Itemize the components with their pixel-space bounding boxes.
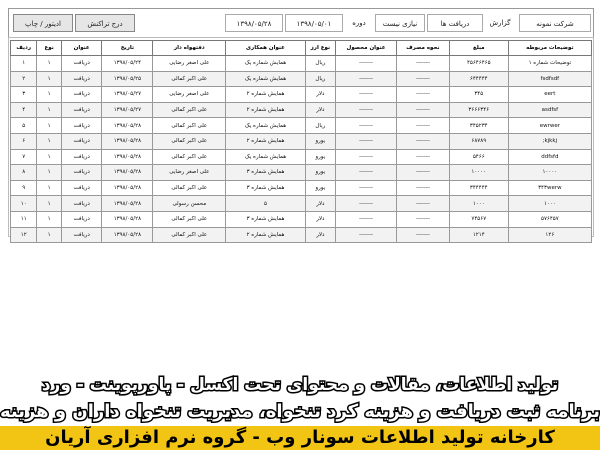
- table-cell: همایش شماره ۲: [226, 87, 305, 103]
- table-cell: یورو: [305, 149, 335, 165]
- column-header: نوع: [37, 41, 61, 56]
- table-cell: یورو: [305, 133, 335, 149]
- table-cell: دریافت: [61, 180, 102, 196]
- table-cell: ریال: [305, 71, 335, 87]
- table-cell: -------: [336, 102, 397, 118]
- table-cell: fsdfsdf: [508, 71, 591, 87]
- transactions-table: [10, 40, 592, 243]
- column-header: تاریخ: [102, 41, 153, 56]
- table-cell: -------: [397, 71, 450, 87]
- table-cell: -------: [397, 133, 450, 149]
- company-field[interactable]: شرکت نمونه: [519, 14, 591, 32]
- table-cell: دریافت: [61, 211, 102, 227]
- table-cell: ۱: [37, 227, 61, 243]
- table-cell: ۱۰۰۰۰: [508, 165, 591, 181]
- table-cell: ۱۳۹۸/۰۵/۲۵: [102, 71, 153, 87]
- table-cell: -------: [336, 165, 397, 181]
- table-cell: ۱۲۶: [508, 227, 591, 243]
- table-cell: علی اکبر کمالی: [153, 227, 226, 243]
- table-cell: ۳۴۵۲۳۴: [449, 118, 508, 134]
- table-cell: ۱۳۹۸/۰۵/۲۷: [102, 87, 153, 103]
- table-cell: ۳۴۴۴۴۴: [449, 180, 508, 196]
- table-cell: ۱۳۹۸/۰۵/۲۷: [102, 102, 153, 118]
- date-to-field[interactable]: ۱۳۹۸/۰۵/۲۸: [225, 14, 283, 32]
- table-cell: ۱: [37, 211, 61, 227]
- table-cell: -------: [336, 71, 397, 87]
- status-field[interactable]: نیازی نیست: [375, 14, 425, 32]
- table-cell: دریافت: [61, 102, 102, 118]
- table-cell: ۱۰۰۰: [508, 196, 591, 212]
- table-cell: علی اصغر رضایی: [153, 56, 226, 72]
- table-cell: ۱: [37, 102, 61, 118]
- table-row[interactable]: [11, 56, 592, 72]
- table-cell: kjkkj;: [508, 133, 591, 149]
- table-cell: ۴: [11, 102, 37, 118]
- table-row[interactable]: [11, 102, 592, 118]
- table-cell: همایش شماره یک: [226, 118, 305, 134]
- table-cell: ۱: [37, 133, 61, 149]
- table-cell: علی اصغر رضایی: [153, 165, 226, 181]
- table-cell: ۱: [37, 196, 61, 212]
- banner-line-2: برنامه ثبت دریافت و هزینه کرد تنخواه، مدیریت تنخواه داران و هزینه: [0, 401, 600, 422]
- table-cell: -------: [397, 165, 450, 181]
- table-cell: -------: [397, 196, 450, 212]
- table-cell: علی اکبر کمالی: [153, 71, 226, 87]
- table-cell: علی اکبر کمالی: [153, 180, 226, 196]
- table-cell: ۱۳۹۸/۰۵/۲۸: [102, 165, 153, 181]
- table-cell: ۱۳۹۸/۰۵/۲۸: [102, 118, 153, 134]
- table-cell: ۱: [37, 87, 61, 103]
- table-cell: ۱۳۹۸/۰۵/۲۸: [102, 196, 153, 212]
- table-cell: دلار: [305, 211, 335, 227]
- table-cell: -------: [336, 180, 397, 196]
- table-cell: دریافت: [61, 56, 102, 72]
- table-row[interactable]: [11, 211, 592, 227]
- table-cell: -------: [397, 149, 450, 165]
- table-cell: -------: [397, 180, 450, 196]
- table-cell: ۱۲۱۴: [449, 227, 508, 243]
- table-cell: ۱۲: [11, 227, 37, 243]
- table-cell: ۹: [11, 180, 37, 196]
- table-row[interactable]: [11, 165, 592, 181]
- table-cell: ۱۳۹۸/۰۵/۲۸: [102, 180, 153, 196]
- column-header: نحوه مصرف: [397, 41, 450, 56]
- table-cell: همایش شماره ۳: [226, 211, 305, 227]
- table-cell: -------: [336, 118, 397, 134]
- table-cell: ۴۵۶۴۶۴۶۵: [449, 56, 508, 72]
- table-cell: یورو: [305, 165, 335, 181]
- table-cell: دریافت: [61, 133, 102, 149]
- table-cell: ۷۴۵۶۷: [449, 211, 508, 227]
- table-cell: همایش شماره ۲: [226, 133, 305, 149]
- table-cell: ۱: [37, 165, 61, 181]
- table-cell: همایش شماره ۳: [226, 165, 305, 181]
- table-cell: ۱۳۹۸/۰۵/۲۸: [102, 133, 153, 149]
- table-cell: -------: [336, 149, 397, 165]
- column-header: عنوان: [61, 41, 102, 56]
- table-cell: -------: [397, 102, 450, 118]
- banner-line-3: کارخانه تولید اطلاعات سونار وب - گروه نرم افزاری آریان: [0, 426, 600, 450]
- table-cell: ۱۱: [11, 211, 37, 227]
- table-row[interactable]: [11, 87, 592, 103]
- table-cell: -------: [397, 118, 450, 134]
- column-header: مبلغ: [449, 41, 508, 56]
- table-body: [11, 56, 592, 243]
- table-cell: ۸: [11, 165, 37, 181]
- category-field[interactable]: دریافت ها: [427, 14, 483, 32]
- table-cell: -------: [397, 211, 450, 227]
- table-cell: دلار: [305, 102, 335, 118]
- table-cell: توضیحات شماره ۱: [508, 56, 591, 72]
- table-cell: ewrwer: [508, 118, 591, 134]
- table-cell: ۱: [37, 71, 61, 87]
- table-cell: همایش شماره یک: [226, 56, 305, 72]
- column-header: عنوان محصول: [336, 41, 397, 56]
- table-cell: -------: [336, 227, 397, 243]
- table-cell: ۱۰: [11, 196, 37, 212]
- column-header: دفتهواه دار: [153, 41, 226, 56]
- table-cell: -------: [397, 227, 450, 243]
- table-cell: علی اکبر کمالی: [153, 118, 226, 134]
- table-cell: ۱: [11, 56, 37, 72]
- table-cell: ۲: [11, 71, 37, 87]
- report-label: گزارش: [489, 19, 511, 27]
- report-header: [8, 8, 594, 38]
- column-header: نوع ارز: [305, 41, 335, 56]
- table-row[interactable]: [11, 227, 592, 243]
- table-cell: ۱: [37, 118, 61, 134]
- table-cell: دلار: [305, 87, 335, 103]
- table-cell: دریافت: [61, 71, 102, 87]
- tab-editor-print[interactable]: ادیتور / چاپ: [13, 14, 73, 32]
- table-cell: ۳۴۳werw: [508, 180, 591, 196]
- table-cell: ۱۳۹۸/۰۵/۲۸: [102, 227, 153, 243]
- tab-insert-transaction[interactable]: درج تراکنش: [75, 14, 135, 32]
- table-cell: eert: [508, 87, 591, 103]
- table-cell: ۵: [11, 118, 37, 134]
- table-cell: ۱۰۰۰۰: [449, 165, 508, 181]
- table-cell: ۱۳۹۸/۰۵/۲۸: [102, 149, 153, 165]
- table-cell: محسن رسولی: [153, 196, 226, 212]
- table-cell: همایش شماره ۳: [226, 180, 305, 196]
- table-cell: دلار: [305, 227, 335, 243]
- table-cell: ۱۳۹۸/۰۵/۲۸: [102, 211, 153, 227]
- table-cell: ۳۶۶۶۳۴۶: [449, 102, 508, 118]
- column-header: توضیحات مربوطه: [508, 41, 591, 56]
- table-cell: همایش شماره ۲: [226, 102, 305, 118]
- table-cell: دریافت: [61, 196, 102, 212]
- table-cell: ddfsfd: [508, 149, 591, 165]
- table-cell: همایش شماره یک: [226, 149, 305, 165]
- table-cell: ۶۴۴۴۴۴: [449, 71, 508, 87]
- table-cell: asdfsf: [508, 102, 591, 118]
- table-cell: -------: [336, 196, 397, 212]
- table-cell: ۱۰۰۰: [449, 196, 508, 212]
- table-cell: علی اکبر کمالی: [153, 102, 226, 118]
- table-cell: علی اصغر رضایی: [153, 87, 226, 103]
- table-cell: ۳۴۵: [449, 87, 508, 103]
- table-cell: همایش شماره یک: [226, 71, 305, 87]
- table-cell: دریافت: [61, 149, 102, 165]
- table-cell: یورو: [305, 180, 335, 196]
- table-cell: ۵: [226, 196, 305, 212]
- table-cell: ۱: [37, 56, 61, 72]
- table-cell: -------: [336, 211, 397, 227]
- table-cell: ۶: [11, 133, 37, 149]
- table-cell: دریافت: [61, 227, 102, 243]
- table-row[interactable]: [11, 149, 592, 165]
- table-header-row: [11, 41, 592, 56]
- table-cell: دلار: [305, 196, 335, 212]
- table-cell: ۱: [37, 180, 61, 196]
- table-cell: -------: [397, 56, 450, 72]
- table-row[interactable]: [11, 196, 592, 212]
- table-cell: ۵۷۶۴۵۷: [508, 211, 591, 227]
- table-cell: ریال: [305, 118, 335, 134]
- table-cell: ریال: [305, 56, 335, 72]
- table-cell: ۱: [37, 149, 61, 165]
- column-header: ردیف: [11, 41, 37, 56]
- table-cell: -------: [336, 56, 397, 72]
- table-cell: دریافت: [61, 165, 102, 181]
- table-row[interactable]: [11, 118, 592, 134]
- table-row[interactable]: [11, 180, 592, 196]
- table-cell: همایش شماره ۲: [226, 227, 305, 243]
- table-cell: -------: [336, 87, 397, 103]
- date-from-field[interactable]: ۱۳۹۸/۰۵/۰۱: [285, 14, 343, 32]
- column-header: عنوان همکاری: [226, 41, 305, 56]
- table-cell: دریافت: [61, 118, 102, 134]
- table-cell: علی اکبر کمالی: [153, 211, 226, 227]
- period-label: دوره: [352, 19, 366, 27]
- table-cell: ۷: [11, 149, 37, 165]
- table-row[interactable]: [11, 71, 592, 87]
- table-cell: علی اکبر کمالی: [153, 149, 226, 165]
- table-cell: دریافت: [61, 87, 102, 103]
- table-cell: علی اکبر کمالی: [153, 133, 226, 149]
- table-row[interactable]: [11, 133, 592, 149]
- table-cell: ۵۴۶۶: [449, 149, 508, 165]
- table-cell: ۳: [11, 87, 37, 103]
- table-cell: -------: [397, 87, 450, 103]
- table-cell: -------: [336, 133, 397, 149]
- table-cell: ۶۸۷۸۹: [449, 133, 508, 149]
- table-cell: ۱۳۹۸/۰۵/۲۴: [102, 56, 153, 72]
- banner-line-1: تولید اطلاعات، مقالات و محتوای تحت اکسل - پاورپوینت - ورد: [41, 375, 559, 395]
